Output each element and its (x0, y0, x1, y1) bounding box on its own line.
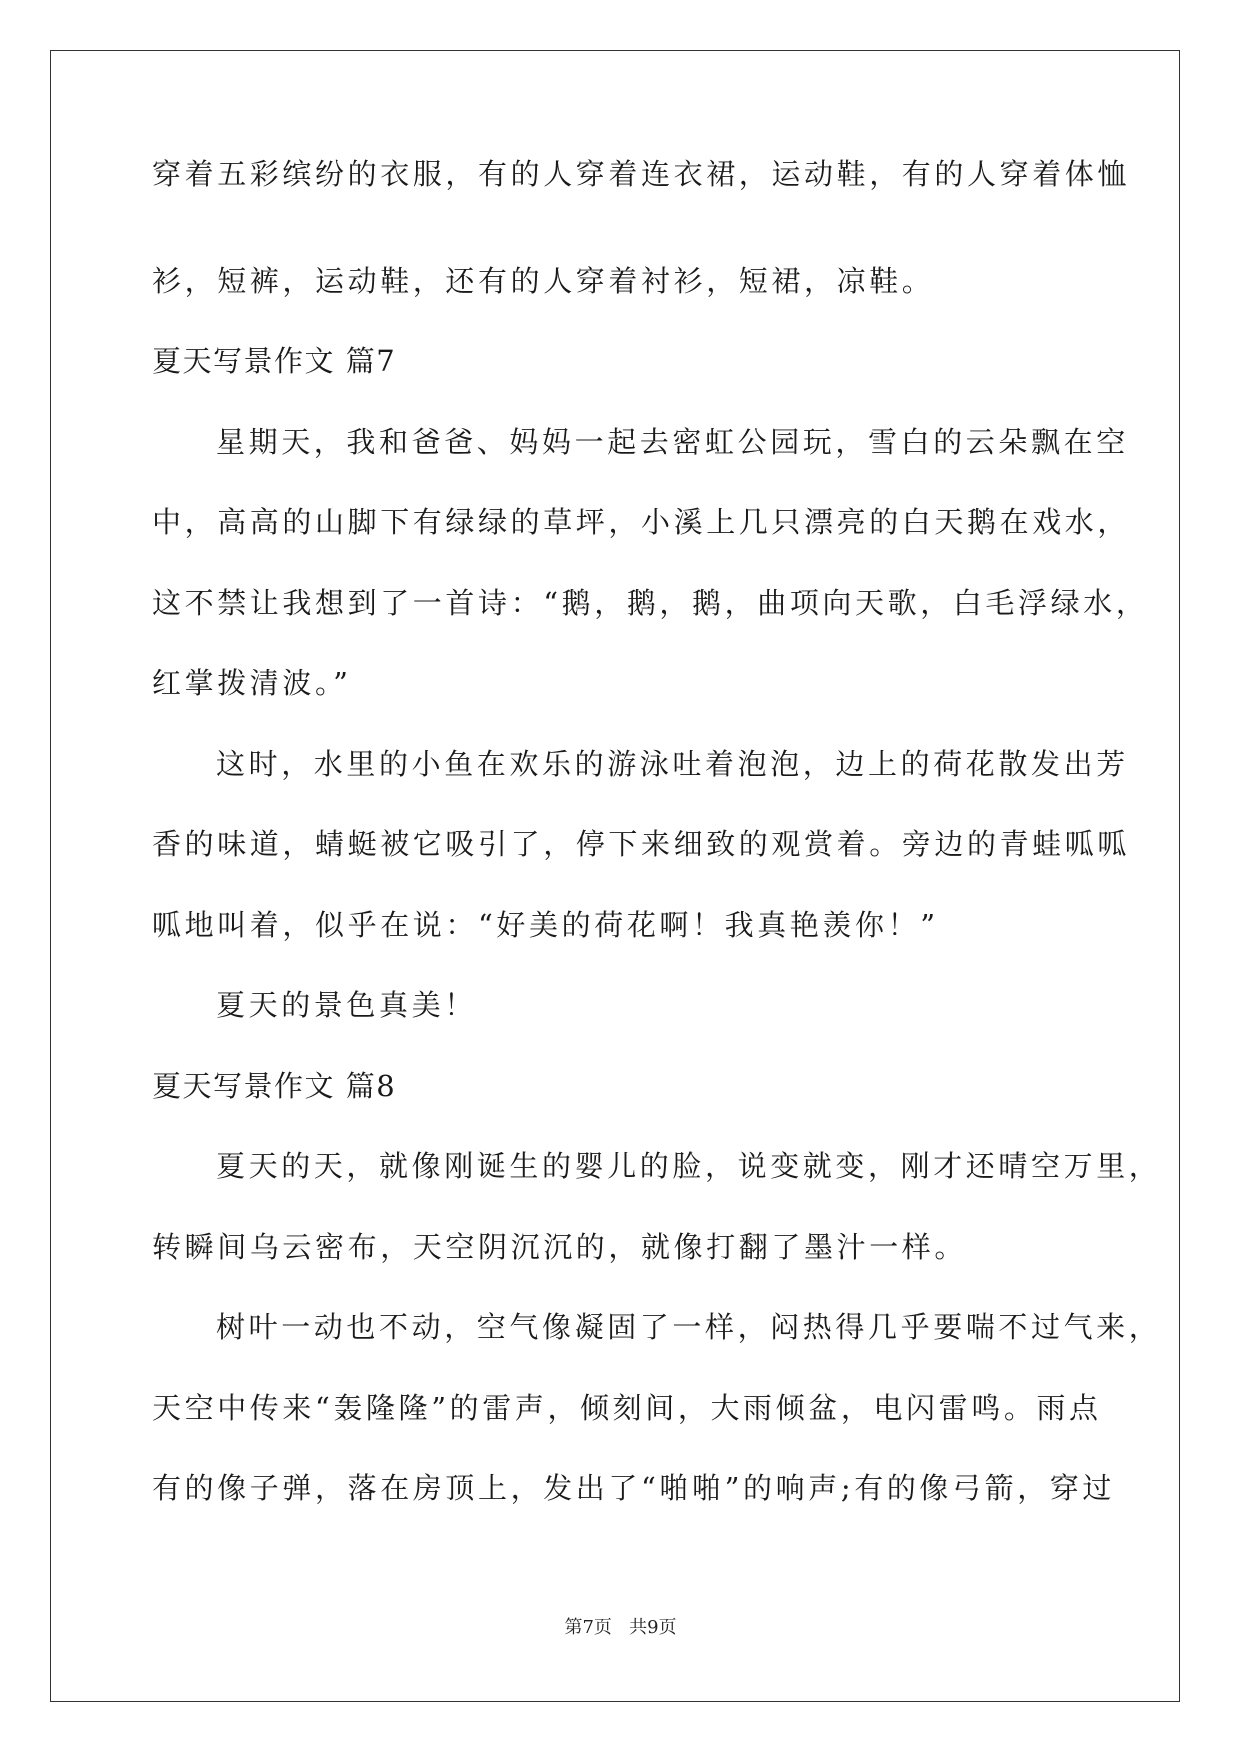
document-body (152, 157, 1162, 1529)
text-line: 中，高高的山脚下有绿绿的草坪，小溪上几只漂亮的白天鹅在戏水， (152, 505, 1131, 539)
text-line: 夏天的天，就像刚诞生的婴儿的脸，说变就变，刚才还晴空万里， (216, 1149, 1162, 1183)
text-line: 香的味道，蜻蜓被它吸引了，停下来细致的观赏着。旁边的青蛙呱呱 (152, 827, 1131, 861)
text-line: 转瞬间乌云密布，天空阴沉沉的，就像打翻了墨汁一样。 (152, 1229, 968, 1264)
text-line: 红掌拨清波。” (152, 666, 352, 700)
page-number: 第7页 (564, 1617, 612, 1638)
text-line: 有的像子弹，落在房顶上，发出了“啪啪”的响声;有的像弓箭，穿过 (152, 1471, 1116, 1505)
text-line: 树叶一动也不动，空气像凝固了一样，闷热得几乎要喘不过气来， (216, 1310, 1162, 1344)
section-heading: 夏天写景作文 篇7 (152, 344, 397, 378)
text-line: 夏天的景色真美！ (216, 988, 477, 1022)
text-line: 呱地叫着，似乎在说：“好美的荷花啊！我真艳羡你！” (152, 907, 939, 942)
text-line: 星期天，我和爸爸、妈妈一起去密虹公园玩，雪白的云朵飘在空 (216, 424, 1129, 459)
text-line: 这不禁让我想到了一首诗：“鹅，鹅，鹅，曲项向天歌，白毛浮绿水， (152, 585, 1149, 620)
page-total: 共9页 (629, 1617, 677, 1638)
page-footer (0, 1613, 1241, 1639)
text-line: 这时，水里的小鱼在欢乐的游泳吐着泡泡，边上的荷花散发出芳 (216, 746, 1129, 781)
text-line: 穿着五彩缤纷的衣服，有的人穿着连衣裙，运动鞋，有的人穿着体恤 (152, 157, 1131, 191)
text-line: 天空中传来“轰隆隆”的雷声，倾刻间，大雨倾盆，电闪雷鸣。雨点 (152, 1390, 1102, 1425)
section-heading: 夏天写景作文 篇8 (152, 1068, 397, 1103)
text-line: 衫，短裤，运动鞋，还有的人穿着衬衫，短裙，凉鞋。 (152, 263, 935, 298)
